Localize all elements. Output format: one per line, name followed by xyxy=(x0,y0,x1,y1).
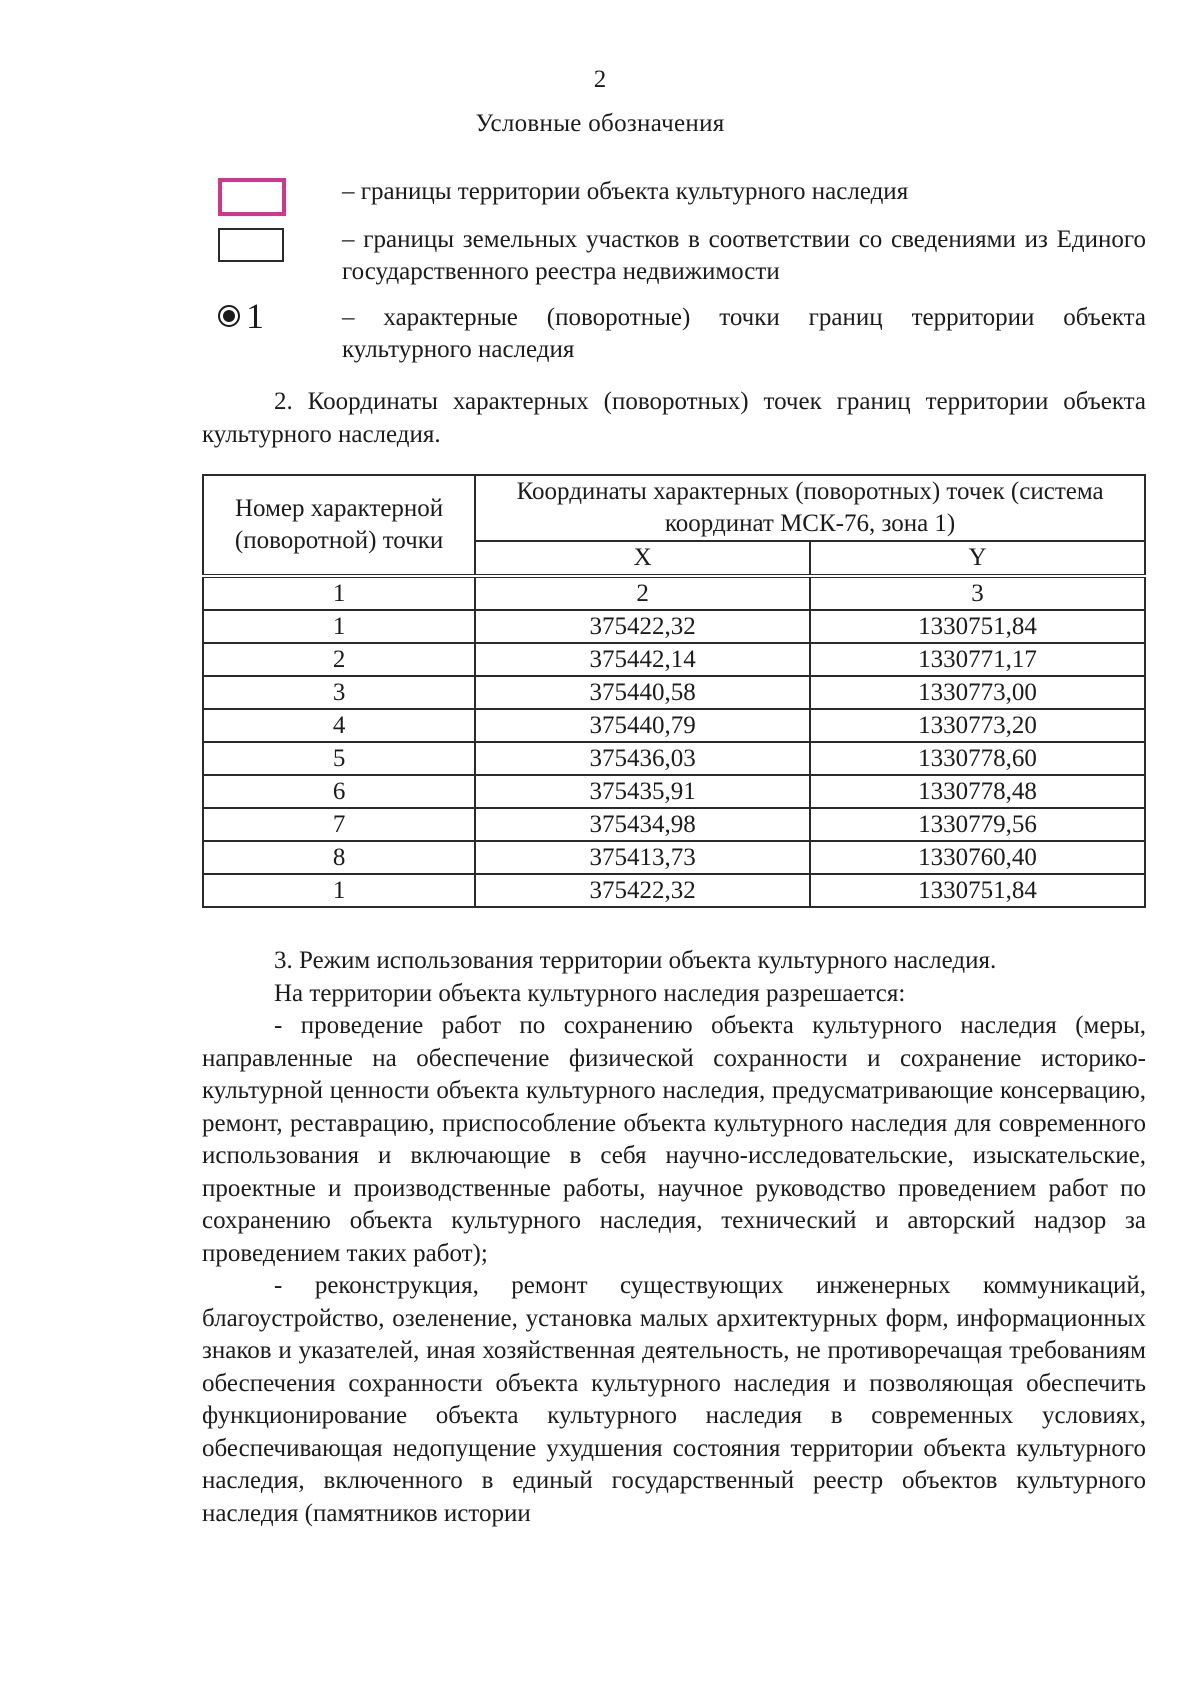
x-coordinate: 375436,03 xyxy=(475,742,810,775)
column-index: 2 xyxy=(475,576,810,610)
point-number-header: Номер характерной (поворотной) точки xyxy=(203,475,475,576)
table-row xyxy=(203,874,1145,907)
section-3-body xyxy=(202,945,1146,1530)
legend-text: – границы территории объекта культурного наследия xyxy=(342,178,909,205)
black-boundary-rectangle-icon xyxy=(218,228,284,262)
point-number: 5 xyxy=(203,742,475,775)
y-coordinate: 1330760,40 xyxy=(810,841,1145,874)
pink-boundary-rectangle-icon xyxy=(218,178,286,216)
x-coordinate: 375435,91 xyxy=(475,775,810,808)
y-coordinate: 1330778,48 xyxy=(810,775,1145,808)
y-coordinate: 1330773,20 xyxy=(810,709,1145,742)
x-coordinate: 375434,98 xyxy=(475,808,810,841)
section-2-heading: 2. Координаты характерных (поворотных) точек границ территории объекта культурного наследия. xyxy=(202,388,1146,448)
page-number: 2 xyxy=(593,66,607,93)
table-row xyxy=(203,643,1145,676)
permitted-activity-item: - реконструкция, ремонт существующих инженерных коммуникаций, благоустройство, озеленение, установка малых архитектурных форм, информационных знаков и указателей, иная хозяйственная деятельность, не противоречащая требованиям обеспечения сохранности объекта культурного наследия и позволяющая обеспечить функционирование объекта культурного наследия в современных условиях, обеспечивающая недопущение ухудшения состояния территории объекта культурного наследия, включенного в единый государственный реестр объектов культурного наследия (памятников истории xyxy=(202,1272,1146,1527)
y-header: Y xyxy=(810,541,1145,576)
x-coordinate: 375422,32 xyxy=(475,874,810,907)
table-row xyxy=(203,742,1145,775)
x-coordinate: 375422,32 xyxy=(475,610,810,643)
x-coordinate: 375440,79 xyxy=(475,709,810,742)
section-3-intro: На территории объекта культурного наследия разрешается: xyxy=(274,979,906,1007)
table-row xyxy=(203,709,1145,742)
table-row xyxy=(203,775,1145,808)
x-coordinate: 375440,58 xyxy=(475,676,810,709)
legend-title: Условные обозначения xyxy=(475,110,725,137)
y-coordinate: 1330771,17 xyxy=(810,643,1145,676)
column-index: 1 xyxy=(203,576,475,610)
point-number: 7 xyxy=(203,808,475,841)
y-coordinate: 1330779,56 xyxy=(810,808,1145,841)
coordinates-header: Координаты характерных (поворотных) точек (система координат МСК-76, зона 1) xyxy=(475,475,1145,541)
permitted-activity-item: - проведение работ по сохранению объекта культурного наследия (меры, направленные на обеспечение физической сохранности и сохранение историко-культурной ценности объекта культурного наследия, предусматривающие консервацию, ремонт, реставрацию, приспособление объекта культурного наследия для современного использования и включающие в себя научно-исследовательские, изыскательские, проектные и производственные работы, научное руководство проведением работ по сохранению объекта культурного наследия, технический и авторский надзор за проведением таких работ); xyxy=(202,1012,1146,1267)
x-coordinate: 375442,14 xyxy=(475,643,810,676)
y-coordinate: 1330778,60 xyxy=(810,742,1145,775)
legend-text: – границы земельных участков в соответствии со сведениями из Единого государственного реестра недвижимости xyxy=(342,226,1146,285)
point-number: 8 xyxy=(203,841,475,874)
coordinates-table xyxy=(202,474,1146,908)
point-number: 4 xyxy=(203,709,475,742)
y-coordinate: 1330751,84 xyxy=(810,874,1145,907)
y-coordinate: 1330751,84 xyxy=(810,610,1145,643)
point-number: 3 xyxy=(203,676,475,709)
column-index: 3 xyxy=(810,576,1145,610)
point-marker-icon xyxy=(218,298,264,334)
point-number: 1 xyxy=(203,610,475,643)
point-number: 1 xyxy=(203,874,475,907)
table-row xyxy=(203,610,1145,643)
point-number: 6 xyxy=(203,775,475,808)
section-3-heading: 3. Режим использования территории объекта культурного наследия. xyxy=(274,947,997,974)
y-coordinate: 1330773,00 xyxy=(810,676,1145,709)
point-number: 2 xyxy=(203,643,475,676)
filled-circle-icon xyxy=(218,305,240,327)
table-row xyxy=(203,841,1145,874)
table-row xyxy=(203,676,1145,709)
table-row xyxy=(203,808,1145,841)
point-marker-label: 1 xyxy=(246,296,264,336)
x-header: X xyxy=(475,541,810,576)
x-coordinate: 375413,73 xyxy=(475,841,810,874)
legend-text: – характерные (поворотные) точки границ территории объекта культурного наследия xyxy=(342,304,1146,363)
column-index-row xyxy=(203,576,1145,610)
table-header-row xyxy=(203,475,1145,541)
